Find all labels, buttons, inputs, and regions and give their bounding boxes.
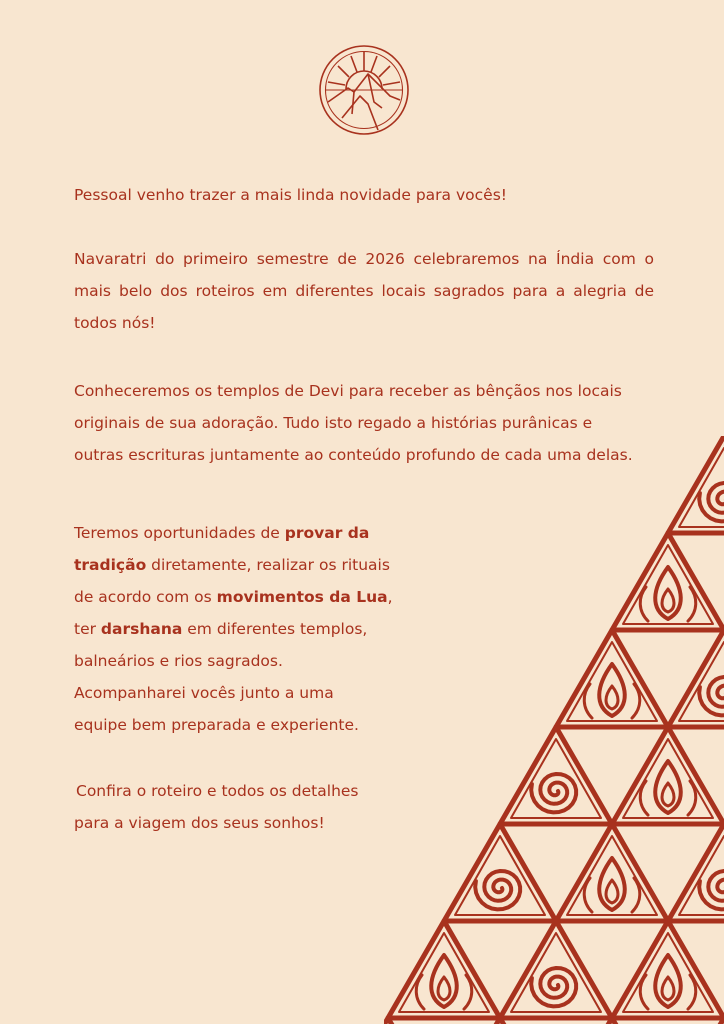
closing-paragraph	[74, 775, 404, 839]
closing-line-1: Confira o roteiro e todos os detalhes	[76, 782, 359, 800]
motif-triangle	[500, 727, 612, 824]
temples-line-2: originais de sua adoração. Tudo isto regado a histórias purânicas e	[74, 414, 593, 432]
opportunities-line-3	[74, 581, 404, 613]
navaratri-paragraph: Navaratri do primeiro semestre de 2026 celebraremos na Índia com o mais belo dos roteiros em diferentes locais sagrados para a alegria de todos nós!	[74, 250, 654, 332]
motif-triangle	[612, 533, 724, 630]
opportunities-text: de acordo com os	[74, 588, 217, 606]
motif-triangle	[668, 436, 724, 533]
intro-paragraph: Pessoal venho trazer a mais linda novidade para vocês!	[74, 186, 507, 204]
opportunities-line-4	[74, 613, 404, 645]
highlight-provar: provar da	[284, 524, 370, 542]
highlight-tradicao: tradição	[74, 556, 147, 574]
motif-triangle	[444, 824, 556, 921]
opportunities-line-7: equipe bem preparada e experiente.	[74, 716, 359, 734]
motif-triangle	[668, 824, 724, 921]
highlight-darshana: darshana	[100, 620, 183, 638]
temples-line-3: outras escrituras juntamente ao conteúdo profundo de cada uma delas.	[74, 446, 633, 464]
opportunities-text: em diferentes templos,	[182, 620, 368, 638]
highlight-lua: movimentos da Lua	[216, 588, 388, 606]
triangle-mandala-pattern-icon	[384, 436, 724, 1024]
motif-triangle	[556, 630, 668, 727]
sunrise-mountain-emblem-icon	[318, 44, 410, 136]
motif-triangle	[388, 921, 500, 1018]
opportunities-text: ter	[74, 620, 101, 638]
opportunities-text: ,	[387, 588, 393, 606]
opportunities-text: Teremos oportunidades de	[74, 524, 285, 542]
opportunities-paragraph	[74, 517, 404, 741]
opportunities-line-1	[74, 517, 404, 549]
opportunities-line-5: balneários e rios sagrados.	[74, 652, 283, 670]
opportunities-text: diretamente, realizar os rituais	[146, 556, 390, 574]
motif-triangle	[668, 630, 724, 727]
opportunities-line-6: Acompanharei vocês junto a uma	[74, 684, 334, 702]
motif-triangle	[556, 824, 668, 921]
motif-triangle	[612, 727, 724, 824]
motif-triangle	[500, 921, 612, 1018]
opportunities-line-2	[74, 549, 404, 581]
motif-triangle	[612, 921, 724, 1018]
closing-line-2: para a viagem dos seus sonhos!	[74, 814, 325, 832]
temples-line-1: Conheceremos os templos de Devi para receber as bênçãos nos locais	[74, 382, 622, 400]
